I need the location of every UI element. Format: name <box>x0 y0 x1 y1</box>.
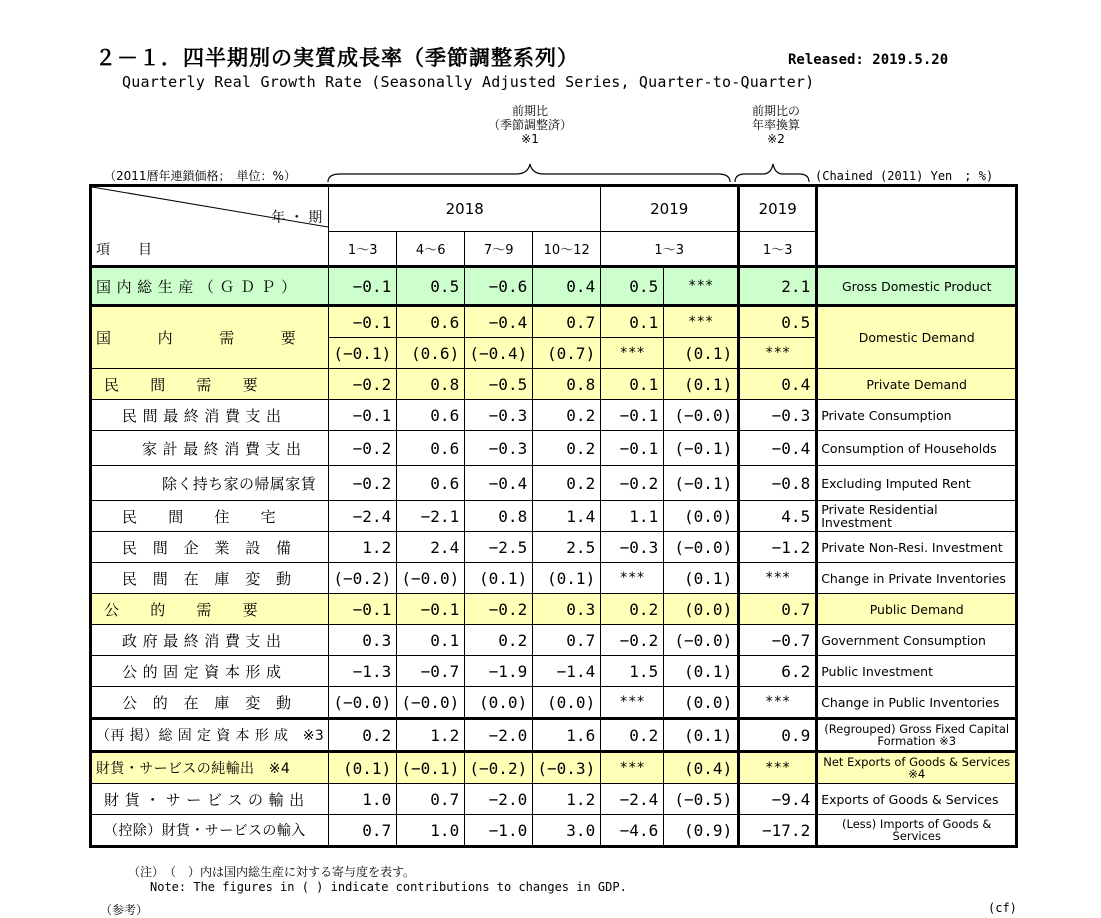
cell-value: 0.6 <box>397 466 465 501</box>
row-label-gross-fixed-capital: （再 掲）総 固 定 資 本 形 成 ※3 <box>91 719 329 752</box>
cell-value: −0.6 <box>465 267 533 306</box>
row-label-private-demand: 民 間 需 要 <box>91 369 329 400</box>
row-label-government-consumption: 政 府 最 終 消 費 支 出 <box>91 625 329 656</box>
page-subtitle: Quarterly Real Growth Rate (Seasonally Adjusted Series, Quarter-to-Quarter) <box>122 73 815 91</box>
row-domestic-demand <box>91 306 1017 338</box>
quarter-4: 10～12 <box>533 231 601 266</box>
row-english-private-demand: Private Demand <box>817 369 1017 400</box>
cell-value: 0.2 <box>533 400 601 431</box>
cell-value: 2.5 <box>533 532 601 563</box>
cell-value: 3.0 <box>533 815 601 847</box>
row-government-consumption <box>91 625 1017 656</box>
row-label-private-non-resi: 民 間 企 業 設 備 <box>91 532 329 563</box>
cell-value: 0.2 <box>601 594 664 625</box>
row-label-private-inventories: 民 間 在 庫 変 動 <box>91 563 329 594</box>
row-label-imports: （控除）財貨・サービスの輸入 <box>91 815 329 847</box>
cell-value: −17.2 <box>739 815 817 847</box>
cell-value: 0.1 <box>601 369 664 400</box>
cell-value: −0.4 <box>465 306 533 338</box>
cell-value: −0.3 <box>465 431 533 466</box>
row-label-gdp: 国 内 総 生 産 （ Ｇ Ｄ Ｐ ） <box>91 267 329 306</box>
cell-value: −2.4 <box>329 501 397 532</box>
cell-value: (−0.2) <box>329 563 397 594</box>
cell-value: −0.8 <box>739 466 817 501</box>
cell-value: (0.1) <box>533 563 601 594</box>
row-household-consumption <box>91 431 1017 466</box>
cell-value: 0.7 <box>533 306 601 338</box>
header-english-blank <box>817 186 1017 267</box>
cell-value: −1.9 <box>465 656 533 687</box>
row-excluding-imputed-rent <box>91 466 1017 501</box>
unit-label-jp: （2011暦年連鎖価格； 単位：%） <box>104 169 296 183</box>
row-label-private-consumption: 民 間 最 終 消 費 支 出 <box>91 400 329 431</box>
cell-value: 1.0 <box>397 815 465 847</box>
item-label: 項 目 <box>96 242 152 258</box>
row-private-inventories <box>91 563 1017 594</box>
cell-value: −0.1 <box>329 594 397 625</box>
cell-value: 0.6 <box>397 400 465 431</box>
cell-value: (−0.5) <box>664 784 739 815</box>
cell-value: (−0.2) <box>465 752 533 784</box>
cell-value: 2.1 <box>739 267 817 306</box>
row-net-exports <box>91 752 1017 784</box>
cell-value: −0.1 <box>397 594 465 625</box>
qoq-column-note <box>470 104 590 146</box>
cell-value: 0.7 <box>533 625 601 656</box>
cell-value: −0.4 <box>465 466 533 501</box>
cell-value: −2.0 <box>465 784 533 815</box>
cell-value: (−0.0) <box>664 625 739 656</box>
row-english-public-demand: Public Demand <box>817 594 1017 625</box>
cell-value: (−0.0) <box>397 687 465 719</box>
cell-value: 0.9 <box>739 719 817 752</box>
release-date: Released: 2019.5.20 <box>788 52 949 68</box>
cell-value: (−0.0) <box>329 687 397 719</box>
cell-value: −0.2 <box>329 431 397 466</box>
note-english: Note: The figures in ( ) indicate contributions to changes in GDP. <box>150 880 627 894</box>
cell-value: 0.8 <box>533 369 601 400</box>
row-english-private-inventories: Change in Private Inventories <box>817 563 1017 594</box>
cell-value: 0.1 <box>397 625 465 656</box>
cell-value: −2.1 <box>397 501 465 532</box>
cell-value: 1.2 <box>533 784 601 815</box>
cell-value: 1.2 <box>329 532 397 563</box>
cell-value: −0.4 <box>739 431 817 466</box>
cell-value: 0.8 <box>465 501 533 532</box>
cell-value: −0.1 <box>601 431 664 466</box>
quarter-3: 7～9 <box>465 231 533 266</box>
row-label-excluding-imputed-rent: 除く持ち家の帰属家賃 <box>91 466 329 501</box>
cell-value: *** <box>739 563 817 594</box>
cell-value: 0.7 <box>739 594 817 625</box>
page-title: ２－１．四半期別の実質成長率（季節調整系列） <box>95 46 579 70</box>
year-2019-annual-header: 2019 <box>739 186 817 232</box>
cell-value: (0.0) <box>465 687 533 719</box>
row-private-consumption <box>91 400 1017 431</box>
row-gross-fixed-capital <box>91 719 1017 752</box>
qoq-note-line-1: 前期比 <box>511 104 548 118</box>
reference-english: (cf) <box>988 901 1017 915</box>
cell-value: 0.6 <box>397 431 465 466</box>
row-private-residential <box>91 501 1017 532</box>
row-english-public-investment: Public Investment <box>817 656 1017 687</box>
cell-value: 0.4 <box>533 267 601 306</box>
cell-value: 1.5 <box>601 656 664 687</box>
row-english-private-consumption: Private Consumption <box>817 400 1017 431</box>
cell-value: 1.2 <box>397 719 465 752</box>
cell-value: −0.3 <box>601 532 664 563</box>
cell-value: *** <box>664 267 739 306</box>
annual-note-line-2: 年率換算 <box>751 118 800 132</box>
cell-value: (−0.1) <box>664 466 739 501</box>
cell-value: 0.2 <box>329 719 397 752</box>
cell-value: 1.4 <box>533 501 601 532</box>
cell-value: (0.1) <box>664 563 739 594</box>
quarter-2019-1: 1～3 <box>601 231 739 266</box>
qoq-note-line-3: ※1 <box>521 132 539 146</box>
cell-value: 0.2 <box>601 719 664 752</box>
cell-value: 0.5 <box>397 267 465 306</box>
row-label-net-exports: 財貨・サービスの純輸出 ※4 <box>91 752 329 784</box>
annualized-column-note <box>730 104 822 146</box>
cell-value: (0.9) <box>664 815 739 847</box>
cell-value: *** <box>739 752 817 784</box>
cell-value: −0.7 <box>397 656 465 687</box>
row-english-excluding-imputed-rent: Excluding Imputed Rent <box>817 466 1017 501</box>
cell-value: −1.3 <box>329 656 397 687</box>
cell-value: −0.2 <box>601 625 664 656</box>
cell-value: −0.3 <box>465 400 533 431</box>
cell-value: 4.5 <box>739 501 817 532</box>
cell-value: −0.1 <box>329 267 397 306</box>
row-public-inventories <box>91 687 1017 719</box>
row-english-government-consumption: Government Consumption <box>817 625 1017 656</box>
cell-value: −2.5 <box>465 532 533 563</box>
header-corner <box>91 186 329 267</box>
cell-value: 0.3 <box>329 625 397 656</box>
cell-value: −0.3 <box>739 400 817 431</box>
cell-value: −2.4 <box>601 784 664 815</box>
cell-value: −0.1 <box>601 400 664 431</box>
cell-value: −2.0 <box>465 719 533 752</box>
row-english-gross-fixed-capital: (Regrouped) Gross Fixed Capital Formation ※3 <box>817 719 1017 752</box>
year-2019-header: 2019 <box>601 186 739 232</box>
cell-value: *** <box>601 563 664 594</box>
row-label-exports: 財 貨 ・ サ ー ビ ス の 輸 出 <box>91 784 329 815</box>
cell-value: (−0.3) <box>533 752 601 784</box>
cell-value: (0.6) <box>397 338 465 369</box>
cell-value: −0.2 <box>465 594 533 625</box>
cell-value: −0.1 <box>329 306 397 338</box>
row-english-private-residential: Private Residential Investment <box>817 501 1017 532</box>
row-gdp <box>91 267 1017 306</box>
cell-value: 0.7 <box>397 784 465 815</box>
cell-value: −1.0 <box>465 815 533 847</box>
quarter-2: 4～6 <box>397 231 465 266</box>
cell-value: *** <box>601 752 664 784</box>
cell-value: −0.2 <box>329 369 397 400</box>
cell-value: (−0.0) <box>664 532 739 563</box>
cell-value: −0.2 <box>329 466 397 501</box>
cell-value: (0.1) <box>664 656 739 687</box>
cell-value: 0.1 <box>601 306 664 338</box>
cell-value: (0.0) <box>664 501 739 532</box>
annual-brace <box>733 156 813 186</box>
cell-value: 0.2 <box>465 625 533 656</box>
row-private-demand <box>91 369 1017 400</box>
cell-value: (0.1) <box>329 752 397 784</box>
cell-value: (0.0) <box>533 687 601 719</box>
cell-value: (0.1) <box>664 719 739 752</box>
cell-value: *** <box>739 338 817 369</box>
note-japanese: （注） （ ）内は国内総生産に対する寄与度を表す。 <box>128 865 416 879</box>
cell-value: 0.5 <box>739 306 817 338</box>
row-public-demand <box>91 594 1017 625</box>
row-label-private-residential: 民 間 住 宅 <box>91 501 329 532</box>
cell-value: *** <box>601 687 664 719</box>
header-row-years <box>91 186 1017 232</box>
row-english-gdp: Gross Domestic Product <box>817 267 1017 306</box>
cell-value: 0.6 <box>397 306 465 338</box>
cell-value: −1.4 <box>533 656 601 687</box>
row-english-household-consumption: Consumption of Households <box>817 431 1017 466</box>
cell-value: 0.2 <box>533 431 601 466</box>
unit-label-en: (Chained (2011) Yen ; %) <box>815 169 994 183</box>
cell-value: (0.1) <box>664 338 739 369</box>
cell-value: −1.2 <box>739 532 817 563</box>
row-imports <box>91 815 1017 847</box>
cell-value: −0.1 <box>329 400 397 431</box>
row-english-exports: Exports of Goods & Services <box>817 784 1017 815</box>
qoq-note-line-2: （季節調整済） <box>487 118 572 132</box>
cell-value: 0.7 <box>329 815 397 847</box>
cell-value: *** <box>664 306 739 338</box>
cell-value: (0.0) <box>664 687 739 719</box>
row-english-imports: (Less) Imports of Goods & Services <box>817 815 1017 847</box>
cell-value: (0.7) <box>533 338 601 369</box>
cell-value: 2.4 <box>397 532 465 563</box>
cell-value: 1.1 <box>601 501 664 532</box>
cell-value: (0.0) <box>664 594 739 625</box>
row-english-net-exports: Net Exports of Goods & Services ※4 <box>817 752 1017 784</box>
row-english-public-inventories: Change in Public Inventories <box>817 687 1017 719</box>
cell-value: −0.2 <box>601 466 664 501</box>
quarter-2019-annual: 1～3 <box>739 231 817 266</box>
cell-value: (0.4) <box>664 752 739 784</box>
cell-value: 0.2 <box>533 466 601 501</box>
row-label-public-demand: 公 的 需 要 <box>91 594 329 625</box>
annual-note-line-3: ※2 <box>767 132 785 146</box>
row-label-public-inventories: 公 的 在 庫 変 動 <box>91 687 329 719</box>
cell-value: (−0.1) <box>329 338 397 369</box>
cell-value: 0.5 <box>601 267 664 306</box>
annual-note-line-1: 前期比の <box>751 104 800 118</box>
cell-value: −0.5 <box>465 369 533 400</box>
row-label-public-investment: 公 的 固 定 資 本 形 成 <box>91 656 329 687</box>
cell-value: (0.1) <box>664 369 739 400</box>
cell-value: (−0.1) <box>397 752 465 784</box>
cell-value: −4.6 <box>601 815 664 847</box>
cell-value: (0.1) <box>465 563 533 594</box>
row-english-domestic-demand: Domestic Demand <box>817 306 1017 369</box>
cell-value: (−0.1) <box>664 431 739 466</box>
reference-japanese: （参考） <box>100 903 149 917</box>
cell-value: 6.2 <box>739 656 817 687</box>
cell-value: *** <box>601 338 664 369</box>
period-label: 年 ・ 期 <box>271 210 323 226</box>
cell-value: −0.7 <box>739 625 817 656</box>
cell-value: 0.3 <box>533 594 601 625</box>
row-english-private-non-resi: Private Non-Resi. Investment <box>817 532 1017 563</box>
cell-value: −9.4 <box>739 784 817 815</box>
cell-value: 1.6 <box>533 719 601 752</box>
cell-value: 1.0 <box>329 784 397 815</box>
year-2018-header: 2018 <box>329 186 601 232</box>
row-label-domestic-demand: 国 内 需 要 <box>91 306 329 369</box>
row-public-investment <box>91 656 1017 687</box>
cell-value: (−0.0) <box>664 400 739 431</box>
row-exports <box>91 784 1017 815</box>
quarter-1: 1～3 <box>329 231 397 266</box>
cell-value: 0.4 <box>739 369 817 400</box>
cell-value: (−0.4) <box>465 338 533 369</box>
row-label-household-consumption: 家 計 最 終 消 費 支 出 <box>91 431 329 466</box>
cell-value: 0.8 <box>397 369 465 400</box>
qoq-brace <box>326 156 736 186</box>
row-private-non-resi <box>91 532 1017 563</box>
cell-value: (−0.0) <box>397 563 465 594</box>
growth-rate-table <box>89 184 1018 848</box>
cell-value: *** <box>739 687 817 719</box>
